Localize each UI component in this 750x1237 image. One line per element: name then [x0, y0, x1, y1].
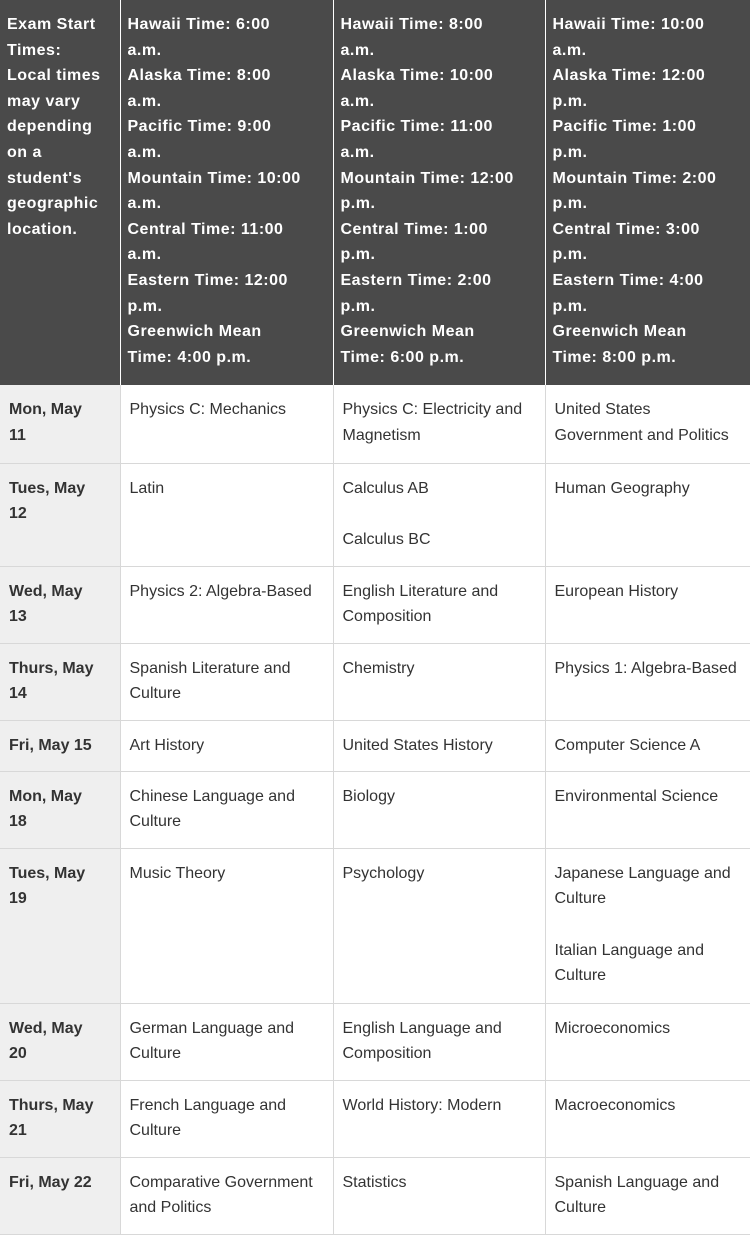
- header-label-cell: [0, 0, 120, 385]
- text-line: Pacific Time: 9:00: [127, 118, 272, 136]
- exam-date-cell: [0, 771, 120, 848]
- text-line: student's: [7, 169, 82, 187]
- text-line: p.m.: [552, 195, 588, 213]
- exam-subject: [555, 397, 750, 448]
- exam-cell-slot-2: [333, 1157, 545, 1234]
- exam-cell-slot-1: [120, 1003, 333, 1080]
- exam-subject: [555, 861, 750, 912]
- schedule-row: [0, 1003, 750, 1080]
- schedule-row: [0, 385, 750, 463]
- text-line: Central Time: 11:00: [127, 220, 284, 238]
- text-line: on a: [7, 143, 42, 161]
- exam-cell-slot-1: [120, 385, 333, 463]
- text-line: Culture: [129, 1045, 182, 1063]
- text-line: Wed, May: [9, 1019, 83, 1037]
- exam-subject: [130, 784, 327, 835]
- text-line: 21: [9, 1122, 27, 1140]
- exam-subject: [130, 656, 327, 707]
- text-line: Chinese Language and: [129, 787, 295, 805]
- exam-date-cell: [0, 720, 120, 771]
- exam-separator: [555, 912, 750, 938]
- exam-subject: [555, 784, 750, 810]
- text-line: Fri, May 22: [9, 1173, 92, 1191]
- exam-cell-slot-2: [333, 643, 545, 720]
- exam-cell-slot-3: [545, 771, 750, 848]
- text-line: Music Theory: [129, 864, 226, 882]
- schedule-row: [0, 643, 750, 720]
- text-line: United States History: [342, 736, 493, 754]
- text-line: Human Geography: [554, 479, 690, 497]
- exam-cell-slot-3: [545, 1003, 750, 1080]
- time-slot-2-header: [333, 0, 545, 385]
- text-line: a.m.: [127, 246, 162, 264]
- text-line: location.: [7, 220, 78, 238]
- exam-subject: [130, 1016, 327, 1067]
- exam-cell-slot-1: [120, 463, 333, 566]
- exam-subject: [555, 1093, 750, 1119]
- exam-cell-slot-1: [120, 566, 333, 643]
- text-line: a.m.: [552, 41, 587, 59]
- text-line: p.m.: [127, 297, 163, 315]
- exam-date-cell: [0, 848, 120, 1003]
- text-line: Time: 4:00 p.m.: [127, 348, 252, 366]
- text-line: Culture: [554, 890, 607, 908]
- text-line: Culture: [554, 1199, 607, 1217]
- text-line: a.m.: [127, 143, 162, 161]
- exam-date-cell: [0, 1157, 120, 1234]
- text-line: Magnetism: [342, 426, 421, 444]
- exam-subject: [130, 861, 327, 887]
- exam-subject: [343, 527, 539, 553]
- exam-subject: [555, 1170, 750, 1221]
- text-line: Culture: [554, 967, 607, 985]
- exam-subject: [555, 476, 750, 502]
- text-line: Japanese Language and: [554, 864, 731, 882]
- text-line: English Language and: [342, 1019, 502, 1037]
- exam-cell-slot-2: [333, 385, 545, 463]
- exam-date-cell: [0, 463, 120, 566]
- text-line: 11: [9, 426, 26, 444]
- text-line: Art History: [129, 736, 205, 754]
- exam-subject: [343, 579, 539, 630]
- text-line: Alaska Time: 8:00: [127, 67, 271, 85]
- time-slot-3-header: [545, 0, 750, 385]
- text-line: p.m.: [552, 92, 588, 110]
- schedule-row: [0, 566, 750, 643]
- exam-cell-slot-2: [333, 720, 545, 771]
- text-line: p.m.: [552, 297, 588, 315]
- schedule-row: [0, 720, 750, 771]
- exam-cell-slot-2: [333, 771, 545, 848]
- exam-subject: [555, 1016, 750, 1042]
- exam-date-cell: [0, 385, 120, 463]
- text-line: Composition: [342, 1045, 432, 1063]
- exam-cell-slot-3: [545, 385, 750, 463]
- text-line: Alaska Time: 10:00: [340, 67, 494, 85]
- text-line: Computer Science A: [554, 736, 701, 754]
- text-line: p.m.: [552, 143, 588, 161]
- exam-subject: [343, 1170, 539, 1196]
- schedule-body: [0, 385, 750, 1234]
- text-line: 18: [9, 813, 27, 831]
- text-line: Time: 8:00 p.m.: [552, 348, 677, 366]
- text-line: and Politics: [129, 1199, 212, 1217]
- text-line: Eastern Time: 2:00: [340, 271, 492, 289]
- schedule-row: [0, 848, 750, 1003]
- text-line: United States: [554, 401, 651, 419]
- text-line: Physics 1: Algebra-Based: [554, 659, 737, 677]
- text-line: a.m.: [127, 92, 162, 110]
- text-line: Hawaii Time: 6:00: [127, 16, 270, 33]
- exam-cell-slot-2: [333, 1080, 545, 1157]
- text-line: p.m.: [340, 195, 376, 213]
- exam-subject: [343, 476, 539, 502]
- text-line: a.m.: [127, 195, 162, 213]
- exam-cell-slot-3: [545, 566, 750, 643]
- exam-cell-slot-2: [333, 566, 545, 643]
- text-line: Local times: [7, 67, 101, 85]
- text-line: Hawaii Time: 8:00: [340, 16, 483, 33]
- exam-cell-slot-3: [545, 720, 750, 771]
- exam-subject: [130, 579, 327, 605]
- exam-subject: [343, 1093, 539, 1119]
- exam-cell-slot-2: [333, 1003, 545, 1080]
- text-line: Thurs, May: [9, 659, 94, 677]
- text-line: French Language and: [129, 1096, 287, 1114]
- exam-cell-slot-3: [545, 848, 750, 1003]
- exam-subject: [343, 397, 539, 448]
- text-line: Mon, May: [9, 401, 82, 419]
- exam-cell-slot-3: [545, 463, 750, 566]
- text-line: Comparative Government: [129, 1173, 313, 1191]
- text-line: a.m.: [340, 92, 375, 110]
- text-line: Mountain Time: 2:00: [552, 169, 717, 187]
- text-line: Physics C: Electricity and: [342, 401, 523, 419]
- text-line: 19: [9, 890, 27, 908]
- exam-subject: [343, 784, 539, 810]
- text-line: depending: [7, 118, 93, 136]
- text-line: 14: [9, 685, 27, 703]
- schedule-row: [0, 1157, 750, 1234]
- exam-subject: [555, 656, 750, 682]
- exam-date-cell: [0, 566, 120, 643]
- exam-subject: [343, 861, 539, 887]
- text-line: English Literature and: [342, 582, 499, 600]
- text-line: Central Time: 3:00: [552, 220, 700, 238]
- exam-subject: [555, 579, 750, 605]
- text-line: Mountain Time: 12:00: [340, 169, 514, 187]
- text-line: Composition: [342, 608, 432, 626]
- text-line: Central Time: 1:00: [340, 220, 488, 238]
- exam-cell-slot-1: [120, 1080, 333, 1157]
- exam-subject: [555, 938, 750, 989]
- text-line: Alaska Time: 12:00: [552, 67, 706, 85]
- text-line: Spanish Literature and: [129, 659, 291, 677]
- text-line: Statistics: [342, 1173, 407, 1191]
- text-line: Culture: [129, 685, 182, 703]
- text-line: a.m.: [340, 41, 375, 59]
- text-line: Italian Language and: [554, 941, 704, 959]
- exam-separator: [343, 501, 539, 527]
- schedule-row: [0, 1080, 750, 1157]
- text-line: Calculus AB: [342, 479, 429, 497]
- exam-subject: [555, 733, 750, 759]
- exam-cell-slot-1: [120, 1157, 333, 1234]
- text-line: Eastern Time: 4:00: [552, 271, 704, 289]
- schedule-row: [0, 463, 750, 566]
- text-line: 12: [9, 505, 27, 523]
- exam-cell-slot-1: [120, 643, 333, 720]
- exam-subject: [343, 1016, 539, 1067]
- text-line: Chemistry: [342, 659, 415, 677]
- text-line: Hawaii Time: 10:00: [552, 16, 705, 33]
- text-line: Microeconomics: [554, 1019, 671, 1037]
- text-line: Wed, May: [9, 582, 83, 600]
- exam-date-cell: [0, 643, 120, 720]
- text-line: Greenwich Mean: [340, 323, 475, 341]
- exam-cell-slot-1: [120, 720, 333, 771]
- text-line: Pacific Time: 11:00: [340, 118, 493, 136]
- text-line: Culture: [129, 813, 182, 831]
- text-line: p.m.: [552, 246, 588, 264]
- text-line: Time: 6:00 p.m.: [340, 348, 465, 366]
- text-line: p.m.: [340, 246, 376, 264]
- text-line: Calculus BC: [342, 531, 431, 548]
- text-line: Macroeconomics: [554, 1096, 676, 1114]
- text-line: Physics 2: Algebra-Based: [129, 582, 312, 600]
- exam-cell-slot-3: [545, 1080, 750, 1157]
- exam-cell-slot-3: [545, 1157, 750, 1234]
- text-line: Greenwich Mean: [127, 323, 262, 341]
- header-row: [0, 0, 750, 385]
- exam-cell-slot-1: [120, 771, 333, 848]
- text-line: 13: [9, 608, 27, 626]
- text-line: Environmental Science: [554, 787, 719, 805]
- text-line: Thurs, May: [9, 1096, 94, 1114]
- exam-date-cell: [0, 1003, 120, 1080]
- text-line: Tues, May: [9, 479, 86, 497]
- text-line: 20: [9, 1045, 27, 1063]
- text-line: may vary: [7, 92, 81, 110]
- exam-cell-slot-1: [120, 848, 333, 1003]
- text-line: Physics C: Mechanics: [129, 401, 286, 419]
- text-line: German Language and: [129, 1019, 295, 1037]
- exam-cell-slot-2: [333, 463, 545, 566]
- schedule-row: [0, 771, 750, 848]
- text-line: Times:: [7, 41, 62, 59]
- text-line: Psychology: [342, 864, 425, 882]
- exam-subject: [130, 1093, 327, 1144]
- exam-subject: [130, 476, 327, 502]
- text-line: Greenwich Mean: [552, 323, 687, 341]
- text-line: Fri, May 15: [9, 736, 92, 754]
- text-line: geographic: [7, 195, 99, 213]
- text-line: Mon, May: [9, 787, 82, 805]
- exam-date-cell: [0, 1080, 120, 1157]
- text-line: Mountain Time: 10:00: [127, 169, 301, 187]
- exam-cell-slot-3: [545, 643, 750, 720]
- text-line: Culture: [129, 1122, 182, 1140]
- text-line: Pacific Time: 1:00: [552, 118, 697, 136]
- exam-subject: [343, 733, 539, 759]
- exam-subject: [130, 733, 327, 759]
- time-slot-1-header: [120, 0, 333, 385]
- text-line: a.m.: [340, 143, 375, 161]
- text-line: Latin: [129, 479, 165, 497]
- text-line: European History: [554, 582, 679, 600]
- text-line: Spanish Language and: [554, 1173, 720, 1191]
- text-line: p.m.: [340, 297, 376, 315]
- text-line: World History: Modern: [342, 1096, 502, 1114]
- text-line: Biology: [342, 787, 395, 805]
- text-line: Tues, May: [9, 864, 86, 882]
- exam-cell-slot-2: [333, 848, 545, 1003]
- text-line: a.m.: [127, 41, 162, 59]
- text-line: Exam Start: [7, 16, 96, 33]
- text-line: Government and Politics: [554, 426, 729, 444]
- text-line: Eastern Time: 12:00: [127, 271, 288, 289]
- exam-subject: [130, 1170, 327, 1221]
- exam-subject: [343, 656, 539, 682]
- exam-subject: [130, 397, 327, 423]
